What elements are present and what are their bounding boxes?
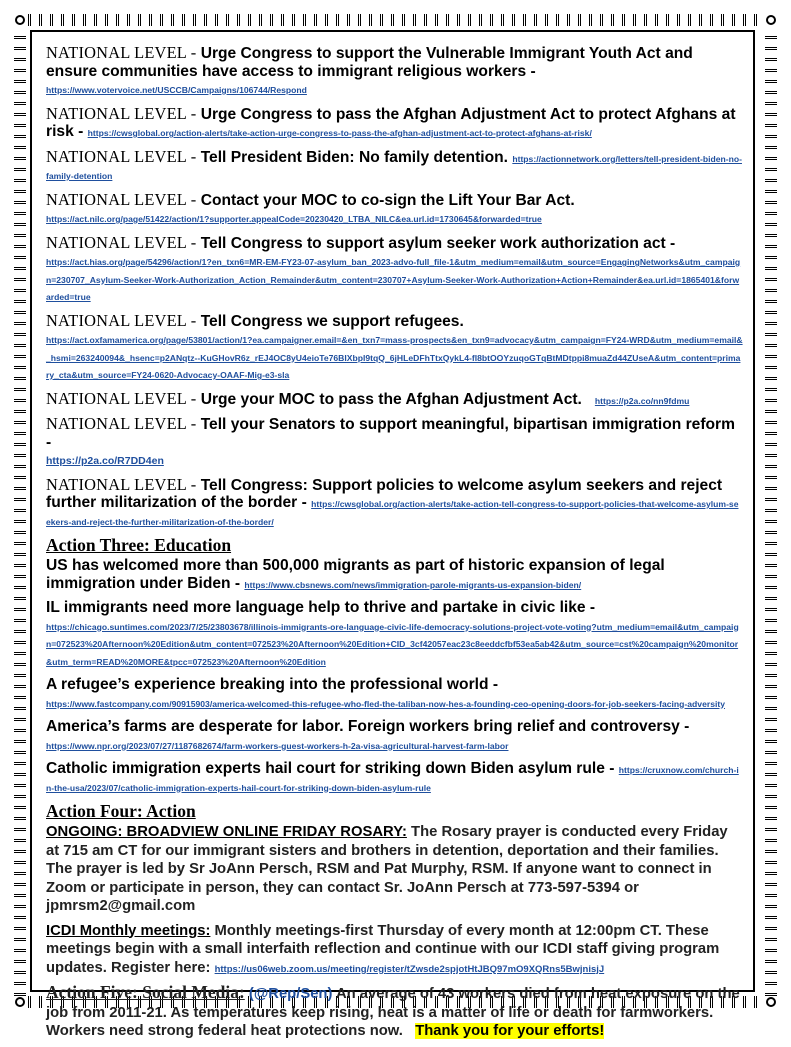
national-item: NATIONAL LEVEL - Urge Congress to pass the Afghan Adjustment Act to protect Afghans at risk - https://cwsglobal.org/action-alerts/take-action-urge-congress-to-pass-the-afghan-adjustment-act-to-protect-afghans-at-risk/	[46, 103, 736, 140]
level-prefix: NATIONAL LEVEL	[46, 146, 187, 166]
article-link[interactable]: https://cruxnow.com/church-in-the-usa/2023/07/catholic-immigration-experts-hail-court-for-striking-down-biden-asylum-rule	[46, 765, 739, 793]
thanks-highlight: Thank you for your efforts!	[415, 1023, 605, 1039]
action-text: Tell Congress we support refugees.	[200, 312, 464, 330]
national-item: NATIONAL LEVEL - Tell Congress: Support policies to welcome asylum seekers and reject further militarization of the border - https://cwsglobal.org/action-alerts/take-action-tell-congress-to-support-policies-that-welcome-asylum-seekers-and-reject-the-further-militarization-of-the-border/	[46, 474, 739, 527]
action-text: Contact your MOC to co-sign the Lift Your Bar Act.	[200, 191, 575, 209]
article-text: US has welcomed more than 500,000 migrants as part of historic expansion of legal immigration under Biden -	[46, 557, 665, 592]
icdi-register-link[interactable]: https://us06web.zoom.us/meeting/register/tZwsde2spjotHtJBQ97mO9XQRns5BwjnisjJ	[214, 963, 605, 975]
level-prefix: NATIONAL LEVEL	[46, 189, 187, 209]
article-text: A refugee’s experience breaking into the professional world -	[46, 676, 499, 693]
corner-ornament	[15, 997, 25, 1007]
education-item	[46, 599, 743, 669]
education-item	[46, 760, 743, 795]
mention-tag: (@Rep/Sen)	[248, 986, 333, 1002]
action-text: Urge your MOC to pass the Afghan Adjustment Act.	[200, 390, 582, 408]
article-link[interactable]: https://chicago.suntimes.com/2023/7/25/23803678/illinois-immigrants-ore-language-civic-life-democracy-solutions-project-vote-voting?utm_medium=email&utm_campaign=072523%20Afternoon%20Edition&utm_content=072523%20Afternoon%20Edition+CID_3cf42057eac23c8eeddcfbf53ea5ab42&utm_source=cst%20campaign%20monitor&utm_term=READ%20MORE&tpcc=072523%20Afternoon%20Edition	[46, 621, 739, 667]
level-prefix: NATIONAL LEVEL	[46, 474, 187, 494]
rosary-paragraph	[46, 823, 743, 916]
rosary-label: ONGOING: BROADVIEW ONLINE FRIDAY ROSARY:	[46, 824, 407, 840]
action-link[interactable]: https://actionnetwork.org/letters/tell-president-biden-no-family-detention	[46, 153, 742, 181]
action-link[interactable]: https://p2a.co/R7DD4en	[46, 455, 164, 467]
corner-ornament	[766, 997, 776, 1007]
page-content	[46, 44, 743, 1047]
border-right	[765, 28, 777, 996]
national-item: NATIONAL LEVEL - Tell Congress we support refugees. https://act.oxfamamerica.org/page/53801/action/1?ea.campaigner.email=&en_txn7=mass-prospects&en_txn9=advocacy&utm_campaign=FY24-WRD&utm_medium=email&_hsmi=263240094&_hsenc=p2ANqtz--KuGHovR6z_rEJ4OC8yU4eioTe76BIXbpl9tqQ_6jHLeDFhTtxQykL4-fl8btOOYzuqoGTqBtMDtppi8muaZd44ZUseA&utm_content=primary_cta&utm_source=FY24-0620-Advocacy-OAAF-Mig-e3-sla	[46, 310, 743, 380]
education-item	[46, 676, 743, 711]
border-left	[14, 28, 26, 996]
icdi-label: ICDI Monthly meetings:	[46, 922, 211, 939]
level-prefix: NATIONAL LEVEL	[46, 388, 187, 408]
level-prefix: NATIONAL LEVEL	[46, 103, 187, 123]
article-link[interactable]: https://www.cbsnews.com/news/immigration-parole-migrants-us-expansion-biden/	[244, 579, 582, 590]
article-text: America’s farms are desperate for labor. Foreign workers bring relief and controversy -	[46, 718, 690, 735]
action-link[interactable]: https://cwsglobal.org/action-alerts/take-action-tell-congress-to-support-policies-that-welcome-asylum-seekers-and-reject-the-further-militarization-of-the-border/	[46, 499, 739, 527]
action-link[interactable]: https://cwsglobal.org/action-alerts/take-action-urge-congress-to-pass-the-afghan-adjustment-act-to-protect-afghans-at-risk/	[87, 128, 592, 138]
action-text: Tell your Senators to support meaningful, bipartisan immigration reform -	[46, 416, 735, 451]
level-prefix: NATIONAL LEVEL	[46, 43, 187, 62]
corner-ornament	[15, 15, 25, 25]
article-link[interactable]: https://www.fastcompany.com/90915903/america-welcomed-this-refugee-who-fled-the-taliban-now-hes-a-founding-ceo-opening-doors-for-job-seekers-facing-adversity	[46, 698, 726, 709]
action-text: Urge Congress to pass the Afghan Adjustment Act to protect Afghans at risk -	[46, 105, 736, 140]
action-link[interactable]: https://act.nilc.org/page/51422/action/1?supporter.appealCode=20230420_LTBA_NILC&ea.url.id=1730645&forwarded=true	[46, 214, 542, 224]
action-link[interactable]: https://p2a.co/nn9fdmu	[594, 395, 690, 406]
level-prefix: NATIONAL LEVEL	[46, 310, 187, 330]
article-text: IL immigrants need more language help to thrive and partake in civic like -	[46, 599, 596, 616]
social-text: An average of 43 workers died from heat exposure on the job from 2011-21. As temperatures keep rising, heat is a matter of life or death for farmworkers. Workers need strong federal heat protections now.	[46, 986, 740, 1039]
action-text: Urge Congress to support the Vulnerable Immigrant Youth Act and ensure communities have access to immigrant religious workers -	[46, 45, 693, 80]
action-link[interactable]: https://act.hias.org/page/54296/action/1?en_txn6=MR-EM-FY23-07-asylum_ban_2023-advo-full_file-1&utm_medium=email&utm_source=EngagingNetworks&utm_campaign=230707_Asylum-Seeker-Work-Authorization_Action_Remainder&utm_content=230707+Asylum-Seeker-Work-Authorization+Action+Remainder&ea.url.id=1865401&forwarded=true	[46, 257, 741, 302]
icdi-text: Monthly meetings-first Thursday of every month at 12:00pm CT. These meetings begin with a small interfaith reflection and continue with our ICDI staff giving program updates. Register here:	[46, 922, 720, 976]
border-top	[28, 14, 763, 26]
action-text: Tell Congress: Support policies to welcome asylum seekers and reject further militarization of the border -	[46, 476, 723, 511]
level-prefix: NATIONAL LEVEL	[46, 414, 187, 433]
icdi-paragraph	[46, 922, 743, 978]
action-text: Tell President Biden: No family detention.	[200, 148, 508, 166]
education-item	[46, 557, 743, 592]
rosary-text: The Rosary prayer is conducted every Friday at 715 am CT for our immigrant sisters and brothers in detention, deportation and their families. The prayer is led by Sr JoAnn Persch, RSM and Pat Murphy, RSM. If anyone want to connect in Zoom or participate in person, they can contact Sr. JoAnn Persch at 773-597-5394 or jpmrsm2@gmail.com	[46, 824, 728, 914]
national-item: NATIONAL LEVEL - Contact your MOC to co-sign the Lift Your Bar Act. https://act.nilc.org/page/51422/action/1?supporter.appealCode=20230420_LTBA_NILC&ea.url.id=1730645&forwarded=true	[46, 189, 575, 224]
level-prefix: NATIONAL LEVEL	[46, 232, 187, 252]
national-item: NATIONAL LEVEL - Tell Congress to support asylum seeker work authorization act - https://act.hias.org/page/54296/action/1?en_txn6=MR-EM-FY23-07-asylum_ban_2023-advo-full_file-1&utm_medium=email&utm_source=EngagingNetworks&utm_campaign=230707_Asylum-Seeker-Work-Authorization_Action_Remainder&utm_content=230707+Asylum-Seeker-Work-Authorization+Action+Remainder&ea.url.id=1865401&forwarded=true	[46, 232, 741, 302]
education-item	[46, 718, 743, 753]
section-title-social: Action Five: Social Media	[46, 982, 239, 1002]
action-link[interactable]: https://act.oxfamamerica.org/page/53801/action/1?ea.campaigner.email=&en_txn7=mass-prospects&en_txn9=advocacy&utm_campaign=FY24-WRD&utm_medium=email&_hsmi=263240094&_hsenc=p2ANqtz--KuGHovR6z_rEJ4OC8yU4eioTe76BIXbpl9tqQ_6jHLeDFhTtxQykL4-fl8btOOYzuqoGTqBtMDtppi8muaZd44ZUseA&utm_content=primary_cta&utm_source=FY24-0620-Advocacy-OAAF-Mig-e3-sla	[46, 335, 743, 380]
corner-ornament	[766, 15, 776, 25]
section-title-education: Action Three: Education	[46, 535, 232, 555]
social-media-paragraph: Action Five: Social Media: (@Rep/Sen) An average of 43 workers died from heat exposure on the job from 2011-21. As temperatures keep rising, heat is a matter of life or death for farmworkers. Workers need strong federal heat protections now. Thank you for your efforts!	[46, 982, 740, 1039]
action-link[interactable]: https://www.votervoice.net/USCCB/Campaigns/106744/Respond	[46, 85, 307, 95]
national-item: NATIONAL LEVEL - Urge Congress to support the Vulnerable Immigrant Youth Act and ensure communities have access to immigrant religious workers - https://www.votervoice.net/USCCB/Campaigns/106744/Respond	[46, 43, 693, 95]
national-item: NATIONAL LEVEL - Tell President Biden: No family detention. https://actionnetwork.org/letters/tell-president-biden-no-family-detention	[46, 146, 742, 181]
action-text: Tell Congress to support asylum seeker work authorization act -	[200, 234, 676, 252]
article-link[interactable]: https://www.npr.org/2023/07/27/1187682674/farm-workers-guest-workers-h-2a-visa-agricultural-harvest-farm-labor	[46, 740, 509, 751]
article-text: Catholic immigration experts hail court for striking down Biden asylum rule -	[46, 760, 615, 777]
national-item: NATIONAL LEVEL - Tell your Senators to support meaningful, bipartisan immigration reform - https://p2a.co/R7DD4en	[46, 414, 735, 467]
national-item: NATIONAL LEVEL - Urge your MOC to pass the Afghan Adjustment Act. https://p2a.co/nn9fdmu	[46, 388, 690, 408]
section-title-action: Action Four: Action	[46, 801, 196, 821]
